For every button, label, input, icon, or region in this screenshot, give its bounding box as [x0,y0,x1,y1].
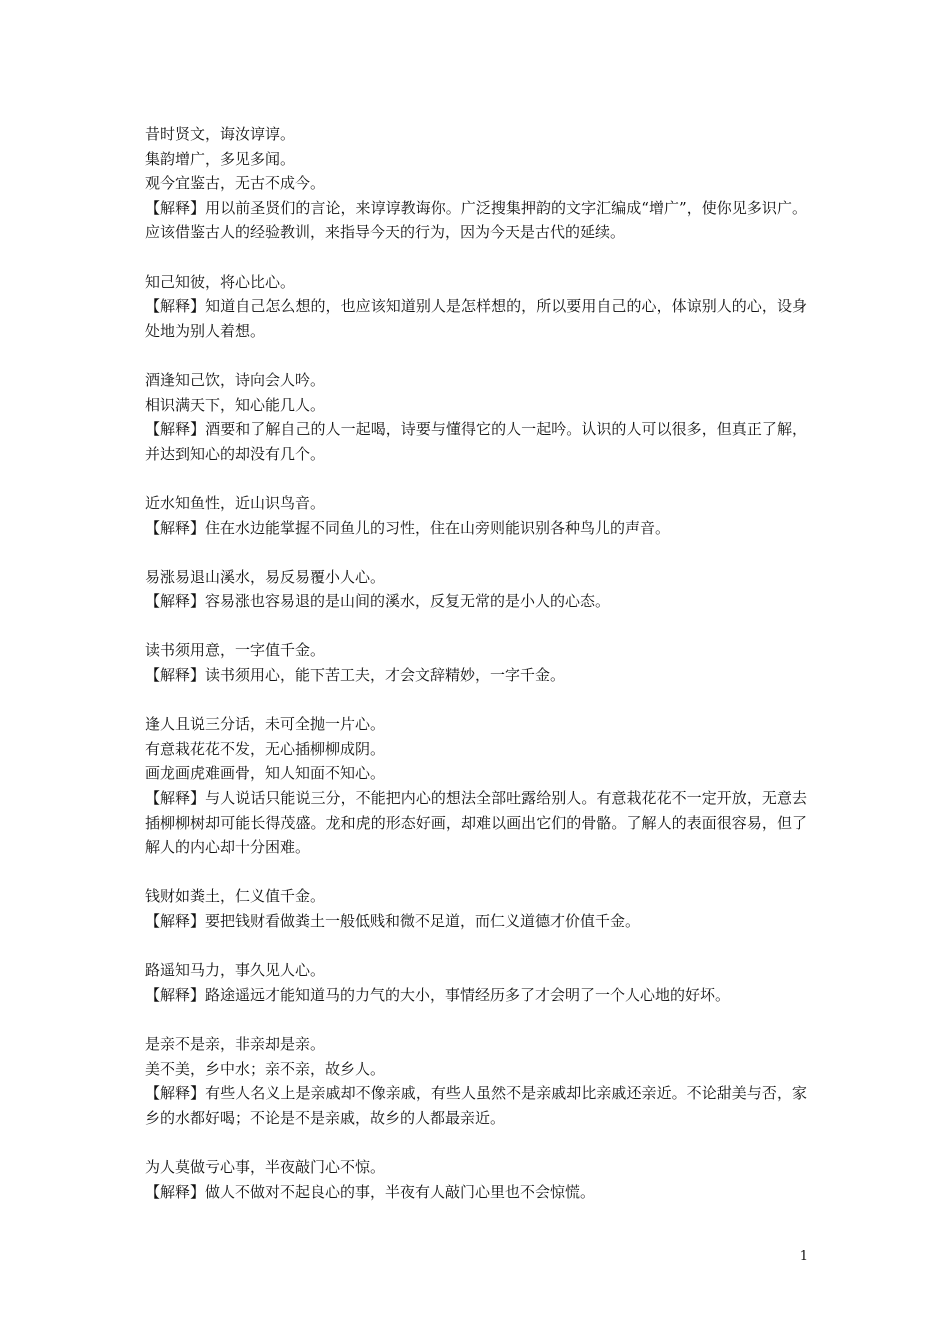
proverb-section [145,122,807,245]
explanation-paragraph: 【解释】容易涨也容易退的是山间的溪水，反复无常的是小人的心态。 [145,592,611,611]
verse-line: 路遥知马力，事久见人心。 [145,961,326,980]
explanation-paragraph: 【解释】住在水边能掌握不同鱼儿的习性，住在山旁则能识别各种鸟儿的声音。 [145,518,671,537]
section-gap [145,245,807,270]
verse-line: 美不美，乡中水；亲不亲，故乡人。 [145,1059,386,1078]
proverb-section [145,958,807,1007]
proverb-section [145,565,807,614]
verse-line: 近水知鱼性，近山识鸟音。 [145,493,326,512]
explanation-paragraph: 【解释】酒要和了解自己的人一起喝，诗要与懂得它的人一起吟。认识的人可以很多，但真正了解，并达到知心的却没有几个。 [145,420,807,463]
section-gap [145,1130,807,1155]
proverb-section [145,884,807,933]
verse-line: 画龙画虎难画骨，知人知面不知心。 [145,764,386,783]
verse-line: 是亲不是亲，非亲却是亲。 [145,1034,326,1053]
section-gap [145,343,807,368]
verse-line: 为人莫做亏心事，半夜敲门心不惊。 [145,1157,386,1176]
proverb-section [145,368,807,466]
section-gap [145,466,807,491]
proverb-section [145,712,807,860]
proverb-section [145,1032,807,1130]
proverb-section [145,491,807,540]
explanation-paragraph: 【解释】知道自己怎么想的，也应该知道别人是怎样想的，所以要用自己的心，体谅别人的心，设身处地为别人着想。 [145,297,807,340]
page-number: 1 [799,1249,808,1264]
section-gap [145,688,807,713]
verse-line: 集韵增广，多见多闻。 [145,149,296,168]
verse-line: 观今宜鉴古，无古不成今。 [145,174,326,193]
verse-line: 易涨易退山溪水，易反易覆小人心。 [145,567,386,586]
section-gap [145,860,807,885]
verse-line: 昔时贤文，诲汝谆谆。 [145,125,296,143]
verse-line: 相识满天下，知心能几人。 [145,395,326,414]
verse-line: 酒逢知己饮，诗向会人吟。 [145,370,326,389]
proverb-section [145,1155,807,1204]
proverb-section [145,638,807,687]
explanation-paragraph: 【解释】要把钱财看做粪土一般低贱和微不足道，而仁义道德才价值千金。 [145,912,641,930]
section-gap [145,934,807,959]
document-body [145,122,807,1204]
verse-line: 有意栽花花不发，无心插柳柳成阴。 [145,739,386,758]
explanation-paragraph: 【解释】与人说话只能说三分，不能把内心的想法全部吐露给别人。有意栽花花不一定开放，无意去插柳柳树却可能长得茂盛。龙和虎的形态好画，却难以画出它们的骨骼。了解人的表面很容易，但了解人的内心却十分困难。 [145,789,807,857]
verse-line: 钱财如粪土，仁义值千金。 [145,887,326,906]
explanation-paragraph: 【解释】用以前圣贤们的言论，来谆谆教诲你。广泛搜集押韵的文字汇编成“增广”，使你见多识广。应该借鉴古人的经验教训，来指导今天的行为，因为今天是古代的延续。 [145,198,807,242]
verse-line: 读书须用意，一字值千金。 [145,641,326,660]
explanation-paragraph: 【解释】路途遥远才能知道马的力气的大小，事情经历多了才会明了一个人心地的好坏。 [145,985,731,1004]
verse-line: 知己知彼，将心比心。 [145,272,296,291]
verse-line: 逢人且说三分话，未可全抛一片心。 [145,715,386,734]
explanation-paragraph: 【解释】读书须用心，能下苦工夫，才会文辞精妙，一字千金。 [145,666,566,685]
section-gap [145,540,807,565]
section-gap [145,1007,807,1032]
explanation-paragraph: 【解释】有些人名义上是亲戚却不像亲戚，有些人虽然不是亲戚却比亲戚还亲近。不论甜美与否，家乡的水都好喝；不论是不是亲戚，故乡的人都最亲近。 [145,1084,807,1127]
explanation-paragraph: 【解释】做人不做对不起良心的事，半夜有人敲门心里也不会惊慌。 [145,1182,596,1201]
section-gap [145,614,807,639]
proverb-section [145,270,807,344]
